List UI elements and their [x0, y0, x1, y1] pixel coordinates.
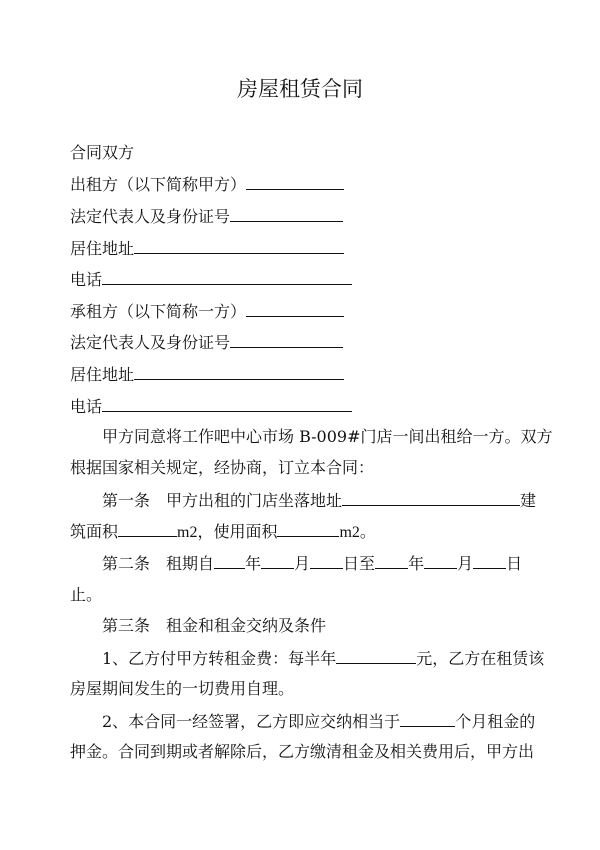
end-month-blank [424, 553, 457, 569]
document-title: 房屋租赁合同 [237, 77, 363, 101]
rent-text: 元，乙方在租赁该 [416, 649, 545, 668]
intro-line-1: 甲方同意将工作吧中心市场 B-009#门店一间出租给一方。双方 [102, 427, 553, 446]
deposit-text: 个月租金的 [455, 712, 536, 731]
lessee-label: 承租方（以下简称一方） [70, 302, 247, 321]
article-1-address-label: 第一条 甲方出租的门店坐落地址 [102, 491, 343, 510]
article-1-line-1 [102, 490, 536, 511]
article-1-address-blank [342, 490, 520, 506]
lessee-rep-blank [230, 332, 343, 348]
start-month-unit: 月 [294, 554, 311, 573]
article-1-usable-blank [277, 521, 339, 537]
article-2-line-1 [102, 553, 522, 574]
lessor-phone-line [70, 269, 352, 290]
end-day-blank [473, 553, 506, 569]
parties-heading: 合同双方 [70, 143, 135, 162]
lessor-line [70, 174, 344, 195]
end-year-blank [375, 553, 408, 569]
article-1-area-blank [118, 521, 177, 537]
intro-line-2: 根据国家相关规定，经协商，订立本合同： [70, 458, 375, 477]
rent-label: 1、乙方付甲方转租金费：每半年 [102, 649, 337, 668]
lessee-address-label: 居住地址 [70, 365, 135, 384]
article-2-label: 第二条 租期自 [102, 554, 215, 573]
lessor-address-label: 居住地址 [70, 239, 135, 258]
start-month-blank [261, 553, 294, 569]
lessor-address-line [70, 238, 344, 259]
start-year-unit: 年 [245, 554, 262, 573]
lessee-address-line [70, 364, 344, 385]
deposit-label: 2、本合同一经签署，乙方即应交纳相当于 [102, 712, 401, 731]
lessor-rep-label: 法定代表人及身份证号 [70, 207, 231, 226]
article-1-unit: m2。 [339, 524, 376, 541]
article-3-clause-2-line-1 [102, 711, 535, 732]
start-year-blank [214, 553, 245, 569]
rent-blank [336, 648, 416, 664]
start-day-unit: 日至 [343, 554, 376, 573]
lessor-address-blank [134, 238, 344, 254]
article-3-heading: 第三条 租金和租金交纳及条件 [102, 616, 327, 635]
lessee-phone-blank [102, 396, 352, 412]
lessee-rep-label: 法定代表人及身份证号 [70, 333, 231, 352]
deposit-months-blank [400, 711, 455, 727]
article-3-clause-2-line-2: 押金。合同到期或者解除后，乙方缴清租金及相关费用后，甲方出 [70, 742, 535, 761]
article-2-line-2: 止。 [70, 585, 103, 604]
article-1-area-label: 筑面积 [70, 522, 119, 541]
end-year-unit: 年 [408, 554, 425, 573]
lessor-rep-blank [230, 206, 343, 222]
lessor-rep-line [70, 206, 343, 227]
start-day-blank [310, 553, 343, 569]
end-day-unit: 日 [506, 554, 523, 573]
lessee-phone-label: 电话 [70, 397, 103, 416]
article-1-usable-label: m2，使用面积 [177, 524, 278, 541]
lessor-phone-blank [102, 269, 352, 285]
lessor-label: 出租方（以下简称甲方） [70, 175, 247, 194]
end-month-unit: 月 [457, 554, 474, 573]
lessee-address-blank [134, 364, 344, 380]
article-3-clause-1-line-2: 房屋期间发生的一切费用自理。 [70, 679, 295, 698]
lessee-phone-line [70, 396, 352, 417]
lessee-blank [246, 301, 344, 317]
lessee-rep-line [70, 332, 343, 353]
article-1-line-2 [70, 521, 376, 543]
article-3-clause-1-line-1 [102, 648, 544, 669]
lessor-phone-label: 电话 [70, 270, 103, 289]
lessor-blank [246, 174, 344, 190]
article-1-text: 建 [520, 491, 537, 510]
lessee-line [70, 301, 344, 322]
